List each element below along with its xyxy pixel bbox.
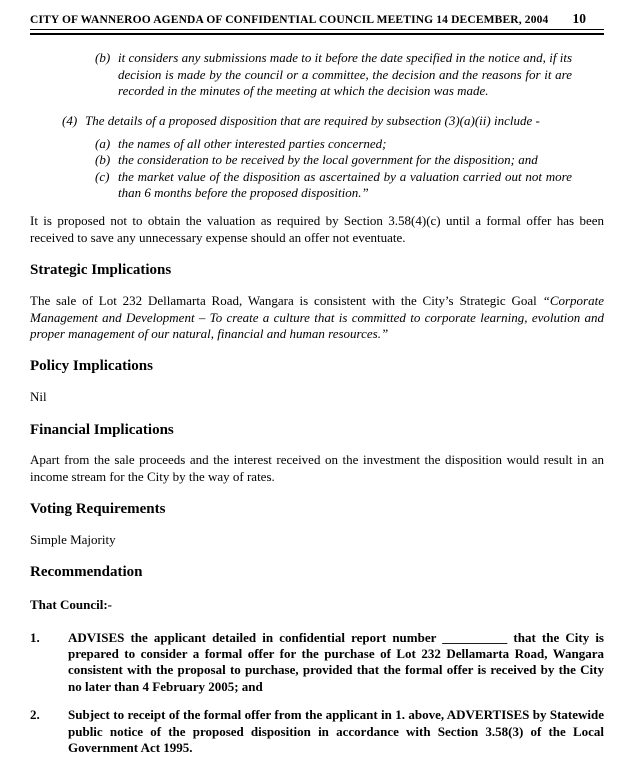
subclause-text: the consideration to be received by the local government for the disposition; and <box>118 152 538 168</box>
subclause-text: the market value of the disposition as ascertained by a valuation carried out not more than 6 months before the proposed disposition.” <box>118 168 572 201</box>
excerpt-subclause-a <box>30 136 572 152</box>
valuation-paragraph: It is proposed not to obtain the valuation as required by Section 3.58(4)(c) until a formal offer has been received to save any unnecessary expense should an offer not eventuate. <box>30 213 604 245</box>
financial-implications-heading: Financial Implications <box>30 421 174 438</box>
financial-implications-body: Apart from the sale proceeds and the interest received on the investment the disposition would result in an income stream for the City by the way of rates. <box>30 452 604 484</box>
recommendation-item-number: 1. <box>30 629 40 645</box>
recommendation-item-2 <box>30 707 604 756</box>
clause-text: it considers any submissions made to it before the date specified in the notice and, if its decision is made by the council or a committee, the decision and the reasons for it are recorded in the minutes of the meeting at which the decision was made. <box>118 50 572 99</box>
voting-requirements-heading: Voting Requirements <box>30 501 166 518</box>
document-title: CITY OF WANNEROO AGENDA OF CONFIDENTIAL COUNCIL MEETING 14 DECEMBER, 2004 <box>30 14 549 26</box>
clause-text: The details of a proposed disposition that are required by subsection (3)(a)(ii) include - <box>85 112 540 128</box>
policy-implications-heading: Policy Implications <box>30 358 153 375</box>
legislation-excerpt <box>30 50 604 201</box>
recommendation-heading: Recommendation <box>30 564 143 581</box>
header-row <box>30 10 604 30</box>
excerpt-clause-4 <box>30 113 572 129</box>
strategic-implications-heading: Strategic Implications <box>30 262 172 279</box>
strategic-implications-paragraph <box>30 293 604 342</box>
policy-implications-body: Nil <box>30 389 47 405</box>
recommendation-item-text: Subject to receipt of the formal offer from the applicant in 1. above, ADVERTISES by Statewide public notice of the proposed disposition in accordance with Section 3.58(3) of the Local Government Act 1995. <box>68 707 604 755</box>
recommendation-item-text: ADVISES the applicant detailed in confidential report number __________ that the City is prepared to consider a formal offer for the purchase of Lot 232 Dellamarta Road, Wangara consistent with the proposal to purchase, provided that the formal offer is received by the City no later than 4 February 2005; and <box>68 629 604 694</box>
page-header <box>30 10 604 35</box>
excerpt-clause-b <box>30 50 572 99</box>
recommendation-item-1 <box>30 630 604 696</box>
subclause-text: the names of all other interested parties concerned; <box>118 135 387 151</box>
excerpt-subclause-c <box>30 169 572 202</box>
voting-requirements-body: Simple Majority <box>30 532 116 548</box>
excerpt-subclause-b <box>30 152 572 168</box>
recommendation-preamble: That Council:- <box>30 597 112 613</box>
clause-label: (4) <box>62 112 78 128</box>
clause-label: (b) <box>95 50 111 66</box>
strategic-goal-quote: “Corporate Management and Development – To create a culture that is committed to corporate learning, evolution and proper management of our natural, financial and human resources.” <box>30 293 604 341</box>
subclause-label: (a) <box>95 135 111 151</box>
strategic-lead-text: The sale of Lot 232 Dellamarta Road, Wangara is consistent with the City’s Strategic Goal <box>30 293 543 309</box>
subclause-label: (c) <box>95 168 110 184</box>
page-number: 10 <box>572 11 586 26</box>
recommendation-item-number: 2. <box>30 707 40 723</box>
header-rule <box>30 33 604 35</box>
subclause-label: (b) <box>95 152 111 168</box>
